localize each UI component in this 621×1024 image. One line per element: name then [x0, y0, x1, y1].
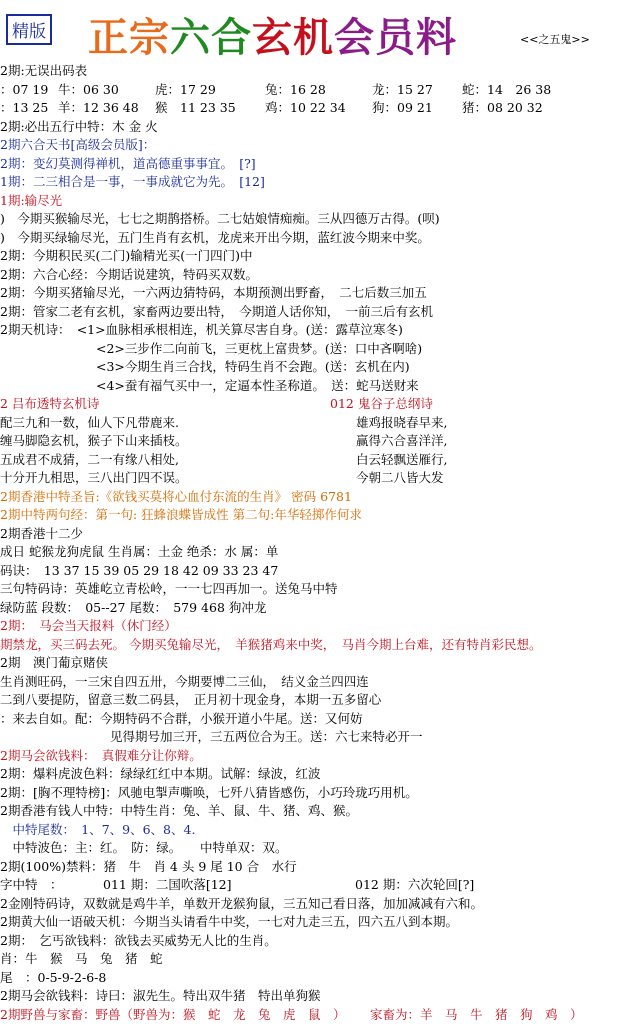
text-cell: 011 期：二国吹落[12]: [103, 876, 232, 895]
text-cell: 2期:必出五行中特：木 金 火: [0, 118, 158, 137]
text-row: [0, 728, 621, 747]
text-cell: 2期:无误出码表: [0, 62, 87, 81]
text-row: [0, 802, 621, 821]
text-row: [0, 858, 621, 877]
text-cell: 缠马脚隐玄机，猴子下山来插枝。: [0, 432, 188, 451]
text-cell: 2期：六合心经：今期话说建筑，特码买双数。: [0, 266, 258, 285]
text-cell: 猪：08 20 32: [462, 99, 543, 118]
title-part-2: 六合: [170, 14, 252, 61]
text-cell: <4>蚕有福气买中一，定逼本性圣称道。 送：蛇马送财来: [96, 377, 419, 396]
text-row: [0, 543, 621, 562]
text-row: [0, 599, 621, 618]
text-cell: 2期黄大仙一语破天机：今期当头请看牛中奖，一七对九走三五，四六五八到本期。: [0, 913, 458, 932]
text-row: [0, 876, 621, 895]
text-cell: 绿防蓝 段数： 05--27 尾数： 579 468 狗冲龙: [0, 599, 266, 618]
text-row: [0, 118, 621, 137]
text-row: [0, 580, 621, 599]
text-cell: 012 鬼谷子总纲诗: [330, 395, 433, 414]
text-cell: 012 期：六次轮回[?]: [355, 876, 474, 895]
text-cell: 2期：今期买猪输尽光，一六两边猜特码，本期预测出野畜， 二七后数三加五: [0, 284, 427, 303]
text-cell: 2期香港有钱人中特：中特生肖：兔、羊、鼠、牛、猪、鸡、猴。: [0, 802, 358, 821]
text-cell: 2期野兽与家畜：野兽（野兽为：猴 蛇 龙 兔 虎 鼠 ）: [0, 1006, 345, 1024]
text-row: [0, 821, 621, 840]
text-cell: 中特波色：主：红。 防：绿。 中特单双：双。: [0, 839, 288, 858]
text-cell: <2>三步作二向前飞，三更枕上富贵梦。(送：口中吝啊啥): [96, 340, 422, 359]
text-cell: 猴 11 23 35: [155, 99, 236, 118]
text-row: [0, 247, 621, 266]
text-row: [0, 321, 621, 340]
subtag: <<之五鬼>>: [520, 31, 590, 47]
text-cell: 狗：09 21: [372, 99, 433, 118]
text-row: [0, 932, 621, 951]
text-cell: 五成君不成猜，二一有缘八相处,: [0, 451, 179, 470]
text-cell: 2期马会欲钱料：诗曰：淑先生。特出双牛猪 特出单狗猴: [0, 987, 320, 1006]
text-row: [0, 358, 621, 377]
text-row: [0, 155, 621, 174]
content-lines: [0, 62, 621, 1024]
text-row: [0, 913, 621, 932]
text-cell: ：13 25: [0, 99, 48, 118]
text-row: [0, 525, 621, 544]
text-row: [0, 377, 621, 396]
text-cell: 字中特 ：: [0, 876, 63, 895]
text-row: [0, 636, 621, 655]
text-cell: 雄鸡报晓春早来,: [356, 414, 447, 433]
text-row: [0, 784, 621, 803]
badge: 精版: [6, 14, 52, 45]
text-cell: 2期(100%)禁料：猪 牛 肖 4 头 9 尾 10 合 水行: [0, 858, 297, 877]
text-row: [0, 192, 621, 211]
text-row: [0, 340, 621, 359]
text-row: [0, 673, 621, 692]
text-cell: 鸡：10 22 34: [265, 99, 346, 118]
text-row: [0, 710, 621, 729]
text-cell: 二到八要提防，留意三数二码县， 正月初十现金身，本期一五多留心: [0, 691, 381, 710]
text-cell: 中特尾数： 1、7、9、6、8、4.: [0, 821, 195, 840]
text-row: [0, 747, 621, 766]
title-part-3: 玄机: [252, 14, 334, 61]
text-cell: 尾 ：0-5-9-2-6-8: [0, 969, 106, 988]
text-row: [0, 432, 621, 451]
text-cell: 2期 澳门葡京赌侠: [0, 654, 108, 673]
header: [0, 0, 621, 62]
text-row: [0, 654, 621, 673]
text-row: [0, 229, 621, 248]
text-cell: 2期马会欲钱料： 真假难分让你辩。: [0, 747, 202, 766]
text-cell: 赢得六合喜洋洋,: [356, 432, 447, 451]
text-row: [0, 303, 621, 322]
text-row: [0, 691, 621, 710]
text-cell: 期禁龙，买三码去死。 今期买兔输尽光， 羊猴猪鸡来中奖， 马肖今期上台难，还有特肖彩民想。: [0, 636, 541, 655]
text-cell: ：07 19: [0, 81, 48, 100]
text-row: [0, 488, 621, 507]
text-cell: 十分开九相思，三八出门四不误。: [0, 469, 188, 488]
text-row: [0, 506, 621, 525]
text-cell: 成日 蛇猴龙狗虎鼠 生肖属：土金 绝杀：水 属：单: [0, 543, 278, 562]
text-cell: 2期香港十二少: [0, 525, 83, 544]
text-cell: 配三九和一数，仙人下凡带鹿来.: [0, 414, 179, 433]
text-row: [0, 969, 621, 988]
text-cell: 2期香港中特圣旨:《欲钱买莫将心血付东流的生肖》 密码 6781: [0, 488, 352, 507]
text-cell: ) 今期买猴输尽光，七七之期鹊搭桥。二七姑娘情痴痴。三从四德万古得。(呗): [0, 210, 440, 229]
text-row: [0, 987, 621, 1006]
text-row: [0, 99, 621, 118]
text-row: [0, 469, 621, 488]
text-row: [0, 284, 621, 303]
text-row: [0, 395, 621, 414]
title-part-1: 正宗: [88, 14, 170, 61]
text-cell: 2期天机诗： <1>血脉相承根相连，机关算尽害自身。(送：露草泣寒冬): [0, 321, 403, 340]
text-cell: 2期：爆料虎波色料：绿绿红红中本期。试解：绿波，红波: [0, 765, 320, 784]
text-cell: 2期六合天书[高级会员版]：: [0, 136, 155, 155]
text-cell: 2期：管家二老有玄机，家畜两边要出特， 今期道人话你知， 一前三后有玄机: [0, 303, 433, 322]
text-cell: 今朝二八皆大发: [356, 469, 444, 488]
text-cell: 2 吕布透特玄机诗: [0, 395, 99, 414]
text-cell: 三句特码诗：英雄屹立青松岭，一一七四再加一。送兔马中特: [0, 580, 338, 599]
text-cell: 2期：今期积民买(二门)输精光买(一门四门)中: [0, 247, 252, 266]
text-row: [0, 765, 621, 784]
text-row: [0, 950, 621, 969]
text-cell: 牛：06 30: [58, 81, 119, 100]
title-part-4: 会员料: [334, 14, 457, 61]
text-cell: 家畜为：羊 马 牛 猪 狗 鸡 ）: [370, 1006, 583, 1024]
text-row: [0, 895, 621, 914]
text-row: [0, 81, 621, 100]
text-cell: <3>今期生肖三合找，特码生肖不会跑。(送：玄机在内): [96, 358, 410, 377]
text-cell: 2期：变幻莫测得禅机，道高德重事事宜。 [?]: [0, 155, 256, 174]
text-row: [0, 210, 621, 229]
text-cell: 蛇：14 26 38: [462, 81, 551, 100]
text-cell: 1期：二三相合是一事，一事成就它为先。 [12]: [0, 173, 265, 192]
text-row: [0, 266, 621, 285]
text-row: [0, 839, 621, 858]
text-cell: 兔：16 28: [265, 81, 326, 100]
text-cell: 1期:输尽光: [0, 192, 62, 211]
text-cell: 2金刚特码诗，双数就是鸡牛羊，单数开龙猴狗鼠，三五知己看日落，加加减减有六和。: [0, 895, 483, 914]
text-row: [0, 617, 621, 636]
text-cell: 虎：17 29: [155, 81, 216, 100]
text-cell: 2期： 乞丐欲钱料：欲钱去买威势无人比的生肖。: [0, 932, 277, 951]
text-row: [0, 62, 621, 81]
text-cell: ) 今期买绿输尽光，五门生肖有玄机，龙虎来开出今期，蓝红波今期来中奖。: [0, 229, 430, 248]
text-cell: 白云轻飘送雁行,: [356, 451, 447, 470]
text-row: [0, 173, 621, 192]
text-cell: 肖：牛 猴 马 兔 猪 蛇: [0, 950, 163, 969]
page-title: [88, 6, 457, 63]
text-row: [0, 1006, 621, 1024]
text-cell: 2期： 马会当天报料（休门经）: [0, 617, 177, 636]
text-cell: 见得期号加三开，三五两位合为王。送：六七来特必开一: [110, 728, 423, 747]
text-cell: ：来去自如。配：今期特码不合群，小猴开道小牛尾。送：又何妨: [0, 710, 363, 729]
text-cell: 码诀： 13 37 15 39 05 29 18 42 09 33 23 47: [0, 562, 278, 581]
text-cell: 龙：15 27: [372, 81, 433, 100]
text-cell: 生肖测旺码，一三宋自四五卅，今期要博二三仙， 结义金兰四四连: [0, 673, 369, 692]
text-row: [0, 136, 621, 155]
text-cell: 2期中特两句经：第一句: 狂蜂浪蝶皆成性 第二句:年华轻掷作何求: [0, 506, 362, 525]
text-row: [0, 451, 621, 470]
text-row: [0, 562, 621, 581]
text-row: [0, 414, 621, 433]
text-cell: 羊：12 36 48: [58, 99, 139, 118]
text-cell: 2期：[胸不理特榜]：风驰电掣声嘶唤，七歼八猜皆感伤，小巧玲珑巧用机。: [0, 784, 418, 803]
